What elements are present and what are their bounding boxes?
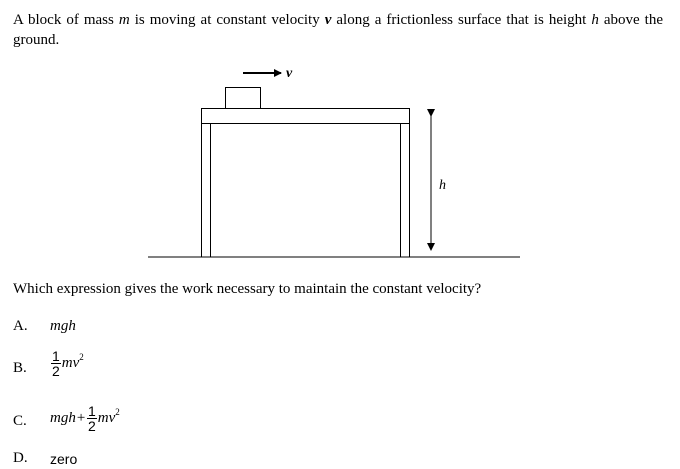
option-b-exponent: 2 bbox=[79, 352, 84, 362]
option-b-numerator: 1 bbox=[52, 348, 60, 365]
option-b-letter: B. bbox=[13, 360, 27, 376]
option-c-denominator: 2 bbox=[87, 418, 96, 435]
option-c-letter: C. bbox=[13, 413, 27, 429]
stem-text-2: is moving at constant velocity bbox=[129, 12, 325, 28]
option-b-fraction bbox=[51, 349, 61, 378]
option-c-exponent: 2 bbox=[115, 407, 120, 417]
velocity-symbol: v bbox=[324, 12, 332, 28]
option-d-letter: D. bbox=[13, 450, 28, 466]
option-c-numerator: 1 bbox=[87, 403, 96, 420]
option-a-letter: A. bbox=[13, 318, 28, 334]
question-text: Which expression gives the work necessary to maintain the constant velocity? bbox=[13, 281, 482, 297]
mass-symbol: m bbox=[118, 12, 130, 28]
option-c-term-2: mv bbox=[97, 410, 116, 426]
height-symbol: h bbox=[591, 12, 599, 28]
height-label: h bbox=[439, 178, 446, 193]
option-a-text: mgh bbox=[50, 318, 76, 334]
option-a-expression bbox=[50, 317, 76, 335]
stem-text-1: A block of mass bbox=[13, 12, 119, 28]
option-c-expression bbox=[50, 403, 120, 433]
option-b-term: mv bbox=[61, 355, 80, 371]
block bbox=[226, 88, 261, 109]
stem-text-4: above the ground. bbox=[13, 12, 663, 48]
option-b-denominator: 2 bbox=[52, 363, 60, 380]
velocity-label: v bbox=[286, 66, 293, 81]
option-c-term-1: mgh+ bbox=[50, 410, 86, 426]
stem-text-3: along a frictionless surface that is height bbox=[331, 12, 592, 28]
option-c-fraction bbox=[87, 404, 97, 433]
option-d-text: zero bbox=[50, 451, 78, 467]
table-top bbox=[202, 109, 410, 124]
option-b-expression bbox=[50, 348, 84, 378]
